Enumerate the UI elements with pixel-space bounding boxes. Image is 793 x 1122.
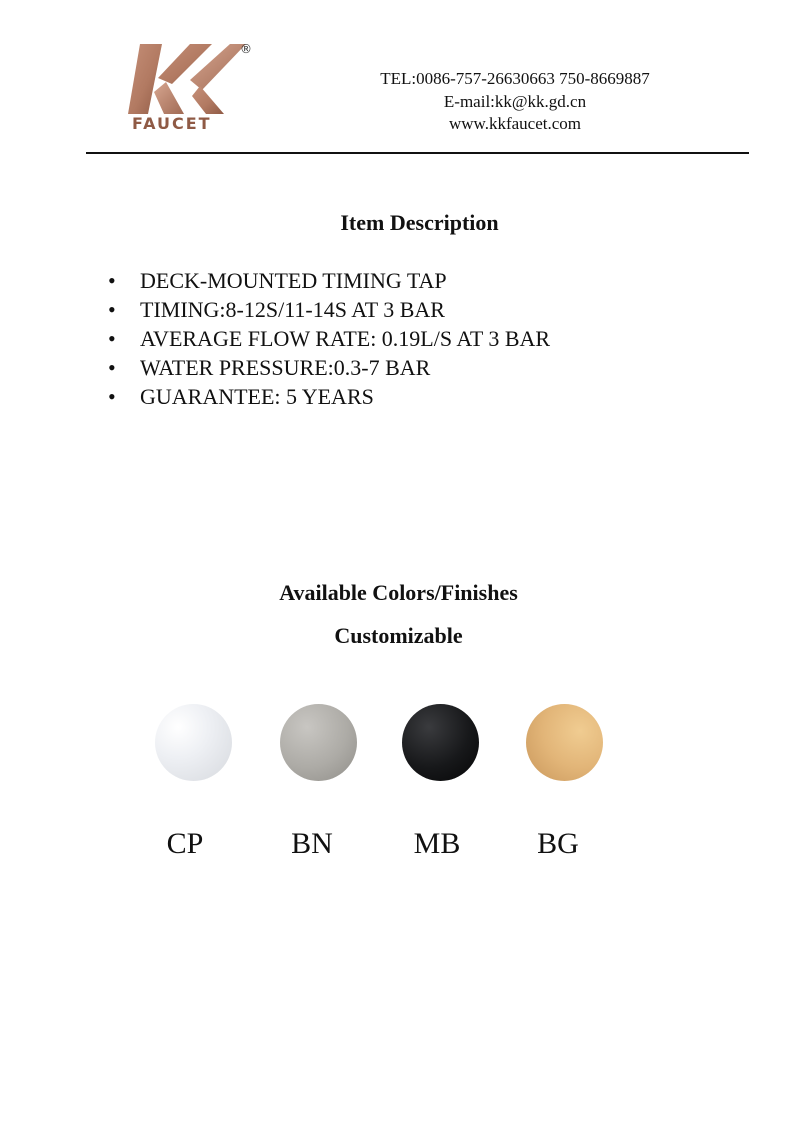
swatch-label-bn: BN xyxy=(291,827,333,860)
list-item xyxy=(108,266,550,295)
logo-brand-text: FAUCET xyxy=(132,114,212,133)
swatch-mb xyxy=(402,704,479,781)
list-item xyxy=(108,382,550,411)
kk-logo-icon xyxy=(128,40,258,135)
swatch-label-bg: BG xyxy=(537,827,579,860)
kk-faucet-logo xyxy=(128,40,258,135)
bullet-icon: • xyxy=(108,268,116,293)
swatch-label-mb: MB xyxy=(413,827,461,860)
contact-email: E-mail:kk@kk.gd.cn xyxy=(443,91,587,111)
list-item-text: AVERAGE FLOW RATE: 0.19L/S AT 3 BAR xyxy=(140,326,551,351)
bullet-icon: • xyxy=(108,326,116,351)
list-item-text: WATER PRESSURE:0.3-7 BAR xyxy=(140,355,431,380)
contact-block xyxy=(350,68,680,136)
list-item-text: GUARANTEE: 5 YEARS xyxy=(140,384,374,409)
header-divider xyxy=(86,152,749,154)
contact-website: www.kkfaucet.com xyxy=(448,114,581,133)
swatch-bg xyxy=(526,704,603,781)
contact-tel: TEL:0086-757-26630663 750-8669887 xyxy=(380,69,650,88)
registered-mark: ® xyxy=(240,42,252,56)
swatch-bn xyxy=(280,704,357,781)
bullet-icon: • xyxy=(108,384,116,409)
swatch-label-cp: CP xyxy=(166,827,204,860)
list-item xyxy=(108,324,550,353)
item-description-title: Item Description xyxy=(340,210,499,235)
list-item xyxy=(108,295,550,324)
list-item-text: TIMING:8-12S/11-14S AT 3 BAR xyxy=(140,297,445,322)
bullet-icon: • xyxy=(108,355,116,380)
list-item-text: DECK-MOUNTED TIMING TAP xyxy=(140,268,447,293)
item-description-list xyxy=(108,266,550,411)
finishes-title: Available Colors/Finishes xyxy=(279,580,518,605)
swatch-cp xyxy=(155,704,232,781)
list-item xyxy=(108,353,550,382)
bullet-icon: • xyxy=(108,297,116,322)
finishes-subtitle: Customizable xyxy=(334,623,463,648)
